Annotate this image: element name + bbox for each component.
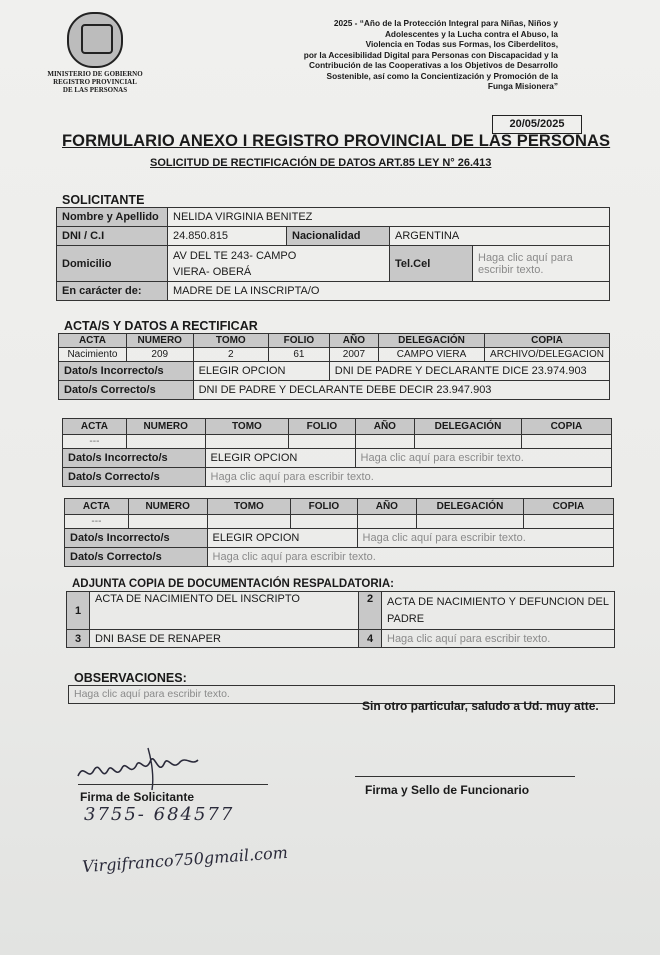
adjunta-heading: ADJUNTA COPIA DE DOCUMENTACIÓN RESPALDATORIA: [72,578,394,590]
acta-cell[interactable] [355,435,415,449]
correct-label: Dato/s Correcto/s [65,548,208,567]
acta-cell[interactable]: --- [63,435,127,449]
incorrect-option-select[interactable]: ELEGIR OPCION [205,449,355,468]
acta-column-header: TOMO [193,334,268,348]
acta-column-header: AÑO [329,334,378,348]
domicilio-field[interactable]: AV DEL TE 243- CAMPO VIERA- OBERÁ [168,246,390,282]
acta-cell[interactable]: --- [65,515,129,529]
province-seal-icon [67,12,123,68]
form-title: FORMULARIO ANEXO I REGISTRO PROVINCIAL DE LAS PERSONAS [62,132,611,150]
observaciones-field[interactable]: Haga clic aquí para escribir texto. [68,685,615,704]
acta-column-header: COPIA [521,419,611,435]
acta-cell[interactable] [126,435,205,449]
incorrect-value-field[interactable]: Haga clic aquí para escribir texto. [355,449,611,468]
signature-scribble [72,742,212,794]
adjunta-number: 2 [359,592,382,630]
caracter-field[interactable]: MADRE DE LA INSCRIPTA/O [168,282,610,301]
firma-funcionario-label: Firma y Sello de Funcionario [365,783,530,797]
acta-cell[interactable]: 2007 [329,348,378,362]
dni-field[interactable]: 24.850.815 [168,227,287,246]
acta-cell[interactable]: ARCHIVO/DELEGACION [485,348,610,362]
acta-column-header: FOLIO [269,334,330,348]
acta-column-header: AÑO [355,419,415,435]
correct-value-field[interactable]: DNI DE PADRE Y DECLARANTE DEBE DECIR 23.947.903 [193,381,609,400]
adjunta-table [66,591,615,648]
acta-column-header: ACTA [59,334,127,348]
acta-column-header: NUMERO [126,334,193,348]
acta-column-header: FOLIO [291,499,357,515]
acta-column-header: ACTA [65,499,129,515]
incorrect-label: Dato/s Incorrecto/s [63,449,206,468]
acta-cell[interactable] [291,515,357,529]
solicitante-heading: SOLICITANTE [62,193,145,207]
acta-cell[interactable] [128,515,207,529]
adjunta-number: 3 [67,630,90,648]
nacionalidad-field[interactable]: ARGENTINA [390,227,610,246]
domicilio-label: Domicilio [57,246,168,282]
correct-value-field[interactable]: Haga clic aquí para escribir texto. [205,468,611,487]
ministry-name: MINISTERIO DE GOBIERNO REGISTRO PROVINCIAL DE LAS PERSONAS [47,70,143,94]
handwritten-email: Virgifranco750gmail.com [81,842,289,877]
solicitante-table [56,207,610,301]
adjunta-item[interactable]: ACTA DE NACIMIENTO Y DEFUNCION DEL PADRE [382,592,615,630]
acta-column-header: DELEGACIÓN [415,419,522,435]
acta-table [58,333,610,400]
observaciones-heading: OBSERVACIONES: [74,671,187,685]
incorrect-value-field[interactable]: DNI DE PADRE Y DECLARANTE DICE 23.974.903 [329,362,609,381]
adjunta-item[interactable]: DNI BASE DE RENAPER [90,630,359,648]
adjunta-item[interactable]: ACTA DE NACIMIENTO DEL INSCRIPTO [90,592,359,630]
acta-column-header: NUMERO [128,499,207,515]
actas-heading: ACTA/S Y DATOS A RECTIFICAR [64,319,258,333]
tel-field[interactable]: Haga clic aquí para escribir texto. [473,246,610,282]
acta-cell[interactable]: 209 [126,348,193,362]
acta-cell[interactable]: Nacimiento [59,348,127,362]
acta-cell[interactable]: 2 [193,348,268,362]
adjunta-number: 4 [359,630,382,648]
form-subtitle: SOLICITUD DE RECTIFICACIÓN DE DATOS ART.85 LEY N° 26.413 [150,157,492,169]
year-motto: 2025 - “Año de la Protección Integral para Niñas, Niños y Adolescentes y la Lucha contra el Abuso, la Violencia en Todas sus Formas, los Ciberdelitos, por la Accesibilidad Digital para Personas con Discapacidad y la Contribución de las Cooperativas a los Objetivos de Desarrollo Sostenible, así como la Concientización y Promoción de la Funga Misionera” [303,18,558,91]
name-field[interactable]: NELIDA VIRGINIA BENITEZ [168,208,610,227]
name-label: Nombre y Apellido [57,208,168,227]
adjunta-item[interactable]: Haga clic aquí para escribir texto. [382,630,615,648]
acta-cell[interactable] [523,515,613,529]
acta-cell[interactable]: CAMPO VIERA [379,348,485,362]
acta-cell[interactable] [521,435,611,449]
acta-column-header: FOLIO [289,419,355,435]
acta-cell[interactable] [289,435,355,449]
acta-column-header: DELEGACIÓN [417,499,524,515]
tel-label: Tel.Cel [390,246,473,282]
correct-label: Dato/s Correcto/s [63,468,206,487]
incorrect-option-select[interactable]: ELEGIR OPCION [193,362,329,381]
funcionario-signature-line [355,776,575,777]
acta-column-header: COPIA [485,334,610,348]
incorrect-label: Dato/s Incorrecto/s [59,362,194,381]
acta-cell[interactable] [417,515,524,529]
correct-label: Dato/s Correcto/s [59,381,194,400]
acta-table [64,498,614,567]
acta-cell[interactable] [207,515,291,529]
adjunta-number: 1 [67,592,90,630]
acta-table [62,418,612,487]
incorrect-option-select[interactable]: ELEGIR OPCION [207,529,357,548]
dni-label: DNI / C.I [57,227,168,246]
solicitante-signature-line [78,784,268,785]
acta-column-header: DELEGACIÓN [379,334,485,348]
correct-value-field[interactable]: Haga clic aquí para escribir texto. [207,548,613,567]
caracter-label: En carácter de: [57,282,168,301]
form-date[interactable]: 20/05/2025 [492,115,582,134]
ministry-logo [40,12,150,94]
acta-column-header: AÑO [357,499,417,515]
closing-text: Sin otro particular, saludo a Ud. muy atte. [362,699,599,713]
acta-cell[interactable]: 61 [269,348,330,362]
acta-cell[interactable] [415,435,522,449]
incorrect-value-field[interactable]: Haga clic aquí para escribir texto. [357,529,613,548]
acta-column-header: ACTA [63,419,127,435]
incorrect-label: Dato/s Incorrecto/s [65,529,208,548]
acta-column-header: NUMERO [126,419,205,435]
acta-column-header: COPIA [523,499,613,515]
handwritten-phone: 3755- 684577 [84,804,235,825]
acta-cell[interactable] [205,435,289,449]
firma-solicitante-label: Firma de Solicitante [80,790,195,804]
nacionalidad-label: Nacionalidad [287,227,390,246]
acta-column-header: TOMO [205,419,289,435]
acta-cell[interactable] [357,515,417,529]
acta-column-header: TOMO [207,499,291,515]
